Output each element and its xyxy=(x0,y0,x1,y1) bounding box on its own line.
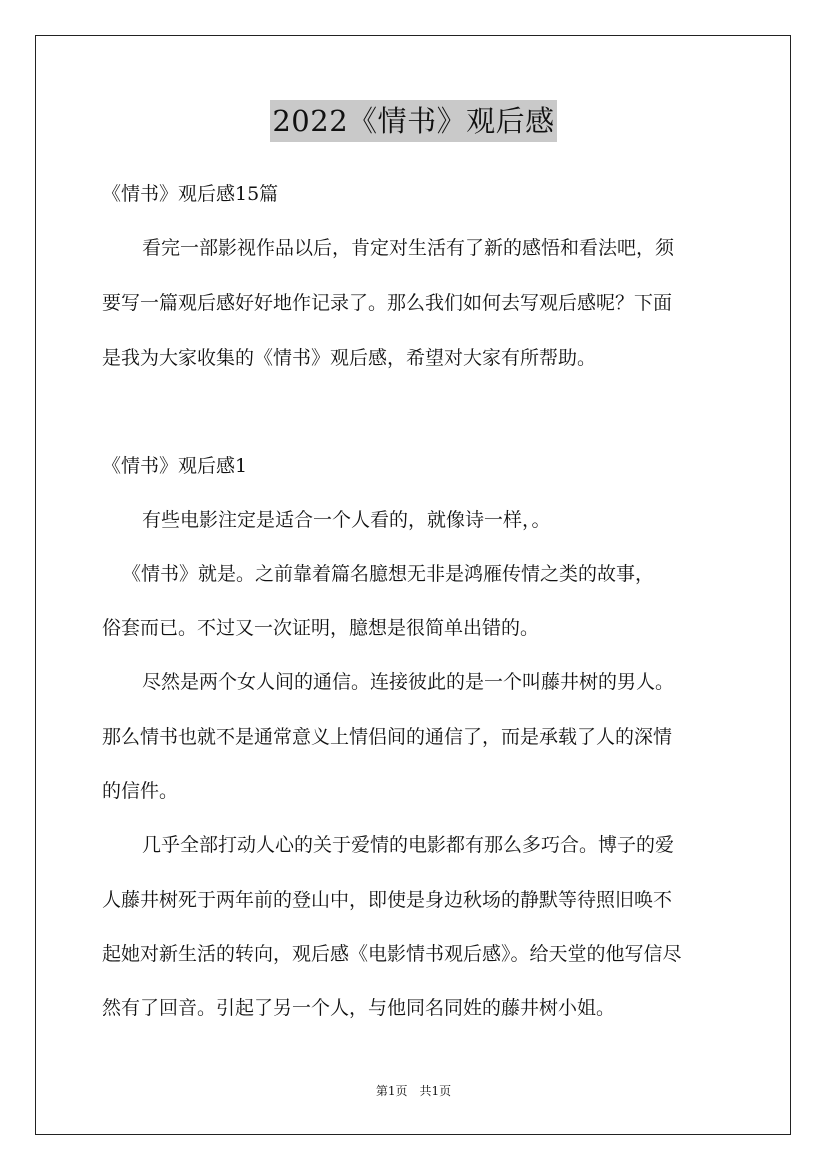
body-line: 然有了回音。引起了另一个人，与他同名同姓的藤井树小姐。 xyxy=(102,997,616,1019)
page-footer: 第1页 共1页 xyxy=(375,1084,452,1098)
body-line: 那么情书也就不是通常意义上情侣间的通信了，而是承载了人的深情 xyxy=(102,726,673,748)
body-line: 俗套而已。不过又一次证明，臆想是很简单出错的。 xyxy=(102,617,540,639)
body-line: 人藤井树死于两年前的登山中，即使是身边秋场的静默等待照旧唤不 xyxy=(102,889,673,911)
body-line: 几乎全部打动人心的关于爱情的电影都有那么多巧合。博子的爱 xyxy=(142,834,675,856)
section-heading: 《情书》观后感1 xyxy=(102,455,248,477)
intro-line: 是我为大家收集的《情书》观后感，希望对大家有所帮助。 xyxy=(102,347,597,369)
body-line: 尽然是两个女人间的通信。连接彼此的是一个叫藤井树的男人。 xyxy=(142,671,675,693)
body-line: 起她对新生活的转向，观后感《电影情书观后感》。给天堂的他写信尽 xyxy=(102,943,682,965)
body-line: 有些电影注定是适合一个人看的，就像诗一样，。 xyxy=(142,509,551,531)
document-title: 2022《情书》观后感 xyxy=(270,100,556,142)
body-line: 《情书》就是。之前靠着篇名臆想无非是鸿雁传情之类的故事， xyxy=(122,563,655,585)
intro-line: 看完一部影视作品以后，肯定对生活有了新的感悟和看法吧，须 xyxy=(142,237,675,259)
subtitle: 《情书》观后感15篇 xyxy=(102,183,279,205)
body-line: 的信件。 xyxy=(102,780,179,802)
intro-line: 要写一篇观后感好好地作记录了。那么我们如何去写观后感呢？下面 xyxy=(102,292,673,314)
title-wrap xyxy=(0,100,827,142)
